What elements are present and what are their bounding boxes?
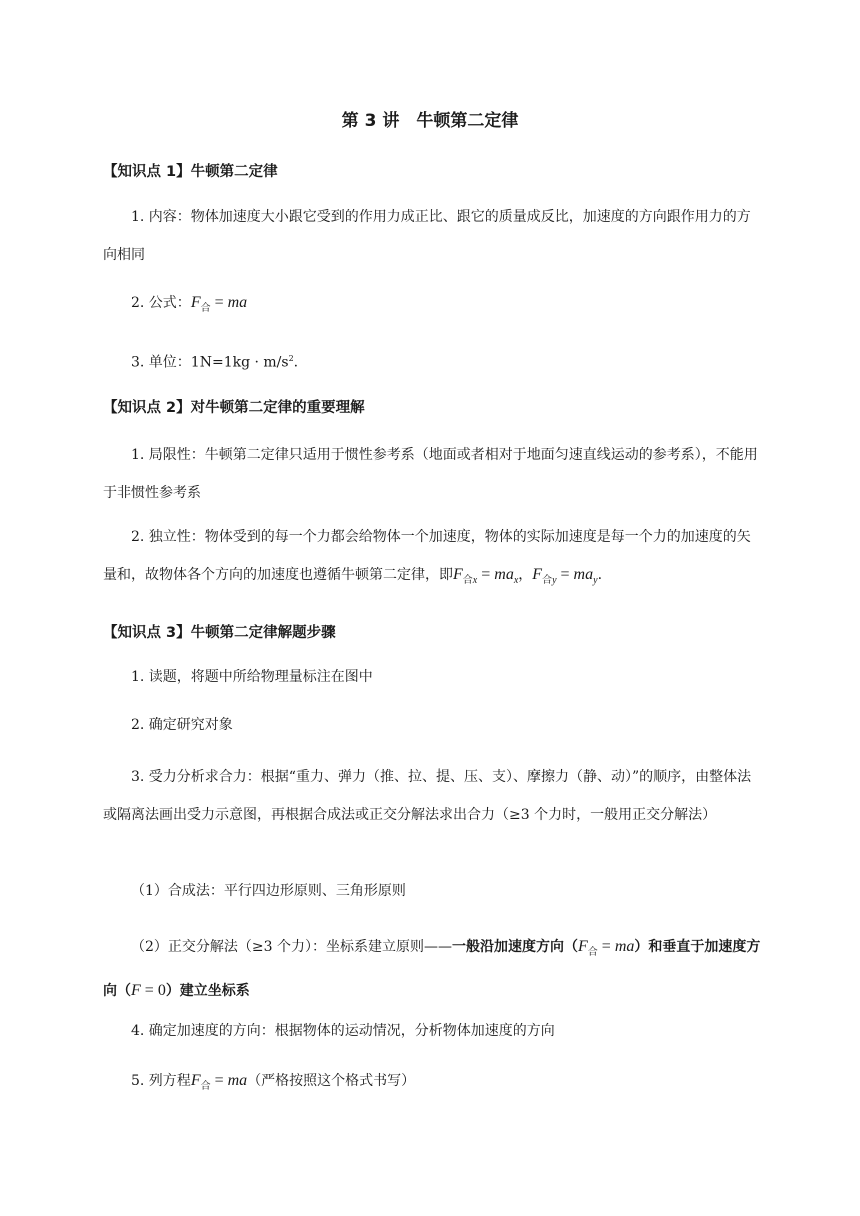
k3-step-5: 5. 列方程$F_合 = ma$（严格按照这个格式书写） [131, 1072, 416, 1092]
formula-perpendicular-zero: F = 0 [131, 982, 166, 999]
formula-x-component: $F_{合x} = ma_x$ [453, 566, 519, 586]
k1-unit-line: 3. 单位：$1N=1kg \cdot m/s^2$. [131, 354, 299, 371]
k3-step-4: 4. 确定加速度的方向：根据物体的运动情况，分析物体加速度的方向 [131, 1023, 555, 1039]
k3-step-2: 2. 确定研究对象 [131, 717, 233, 733]
section-heading-2: 【知识点 2】对牛顿第二定律的重要理解 [103, 400, 365, 416]
section-heading-3: 【知识点 3】牛顿第二定律解题步骤 [103, 625, 336, 641]
k3-step-3a: （1）合成法：平行四边形原则、三角形原则 [131, 883, 406, 899]
formula-label: 2. 公式： [131, 295, 191, 311]
k3-step-3: 3. 受力分析求合力：根据“重力、弹力（推、拉、提、压、支）、摩擦力（静、动）”的顺序，由整体法或隔离法画出受力示意图，再根据合成法或正交分解法求出合力（≥3 个力时，一般用正交分解法） [103, 769, 752, 823]
page-title: 第 3 讲 牛顿第二定律 [341, 111, 519, 131]
k2-limitation-paragraph: 1. 局限性：牛顿第二定律只适用于惯性参考系（地面或者相对于地面匀速直线运动的参考系），不能用于非惯性参考系 [103, 447, 758, 501]
formula-along-acceleration: $F_合$ = ma [578, 938, 635, 958]
formula-y-component: $F_{合y} = ma_y$ [532, 566, 598, 586]
formula-newton-second-law: $F_合$ = ma [190, 294, 248, 314]
section-heading-1: 【知识点 1】牛顿第二定律 [103, 164, 278, 180]
k2-independence-paragraph: 2. 独立性：物体受到的每一个力都会给物体一个加速度，物体的实际加速度是每一个力的加速度的矢量和，故物体各个方向的加速度也遵循牛顿第二定律，即$F_{合x} = ma_x$，$F_{合y} = ma_y$. [103, 529, 751, 586]
k3-step-3b: （2）正交分解法（≥3 个力）：坐标系建立原则——一般沿加速度方向$(F_合 = ma)$和垂直于加速度方向（F = 0）建立坐标系 [103, 938, 761, 999]
formula-equation: $F_合$ = ma [190, 1072, 248, 1092]
k1-content-paragraph: 1. 内容：物体加速度大小跟它受到的作用力成正比、跟它的质量成反比，加速度的方向跟作用力的方向相同 [103, 209, 751, 263]
k3-step-1: 1. 读题，将题中所给物理量标注在图中 [131, 669, 373, 685]
k1-formula-line [103, 284, 763, 328]
